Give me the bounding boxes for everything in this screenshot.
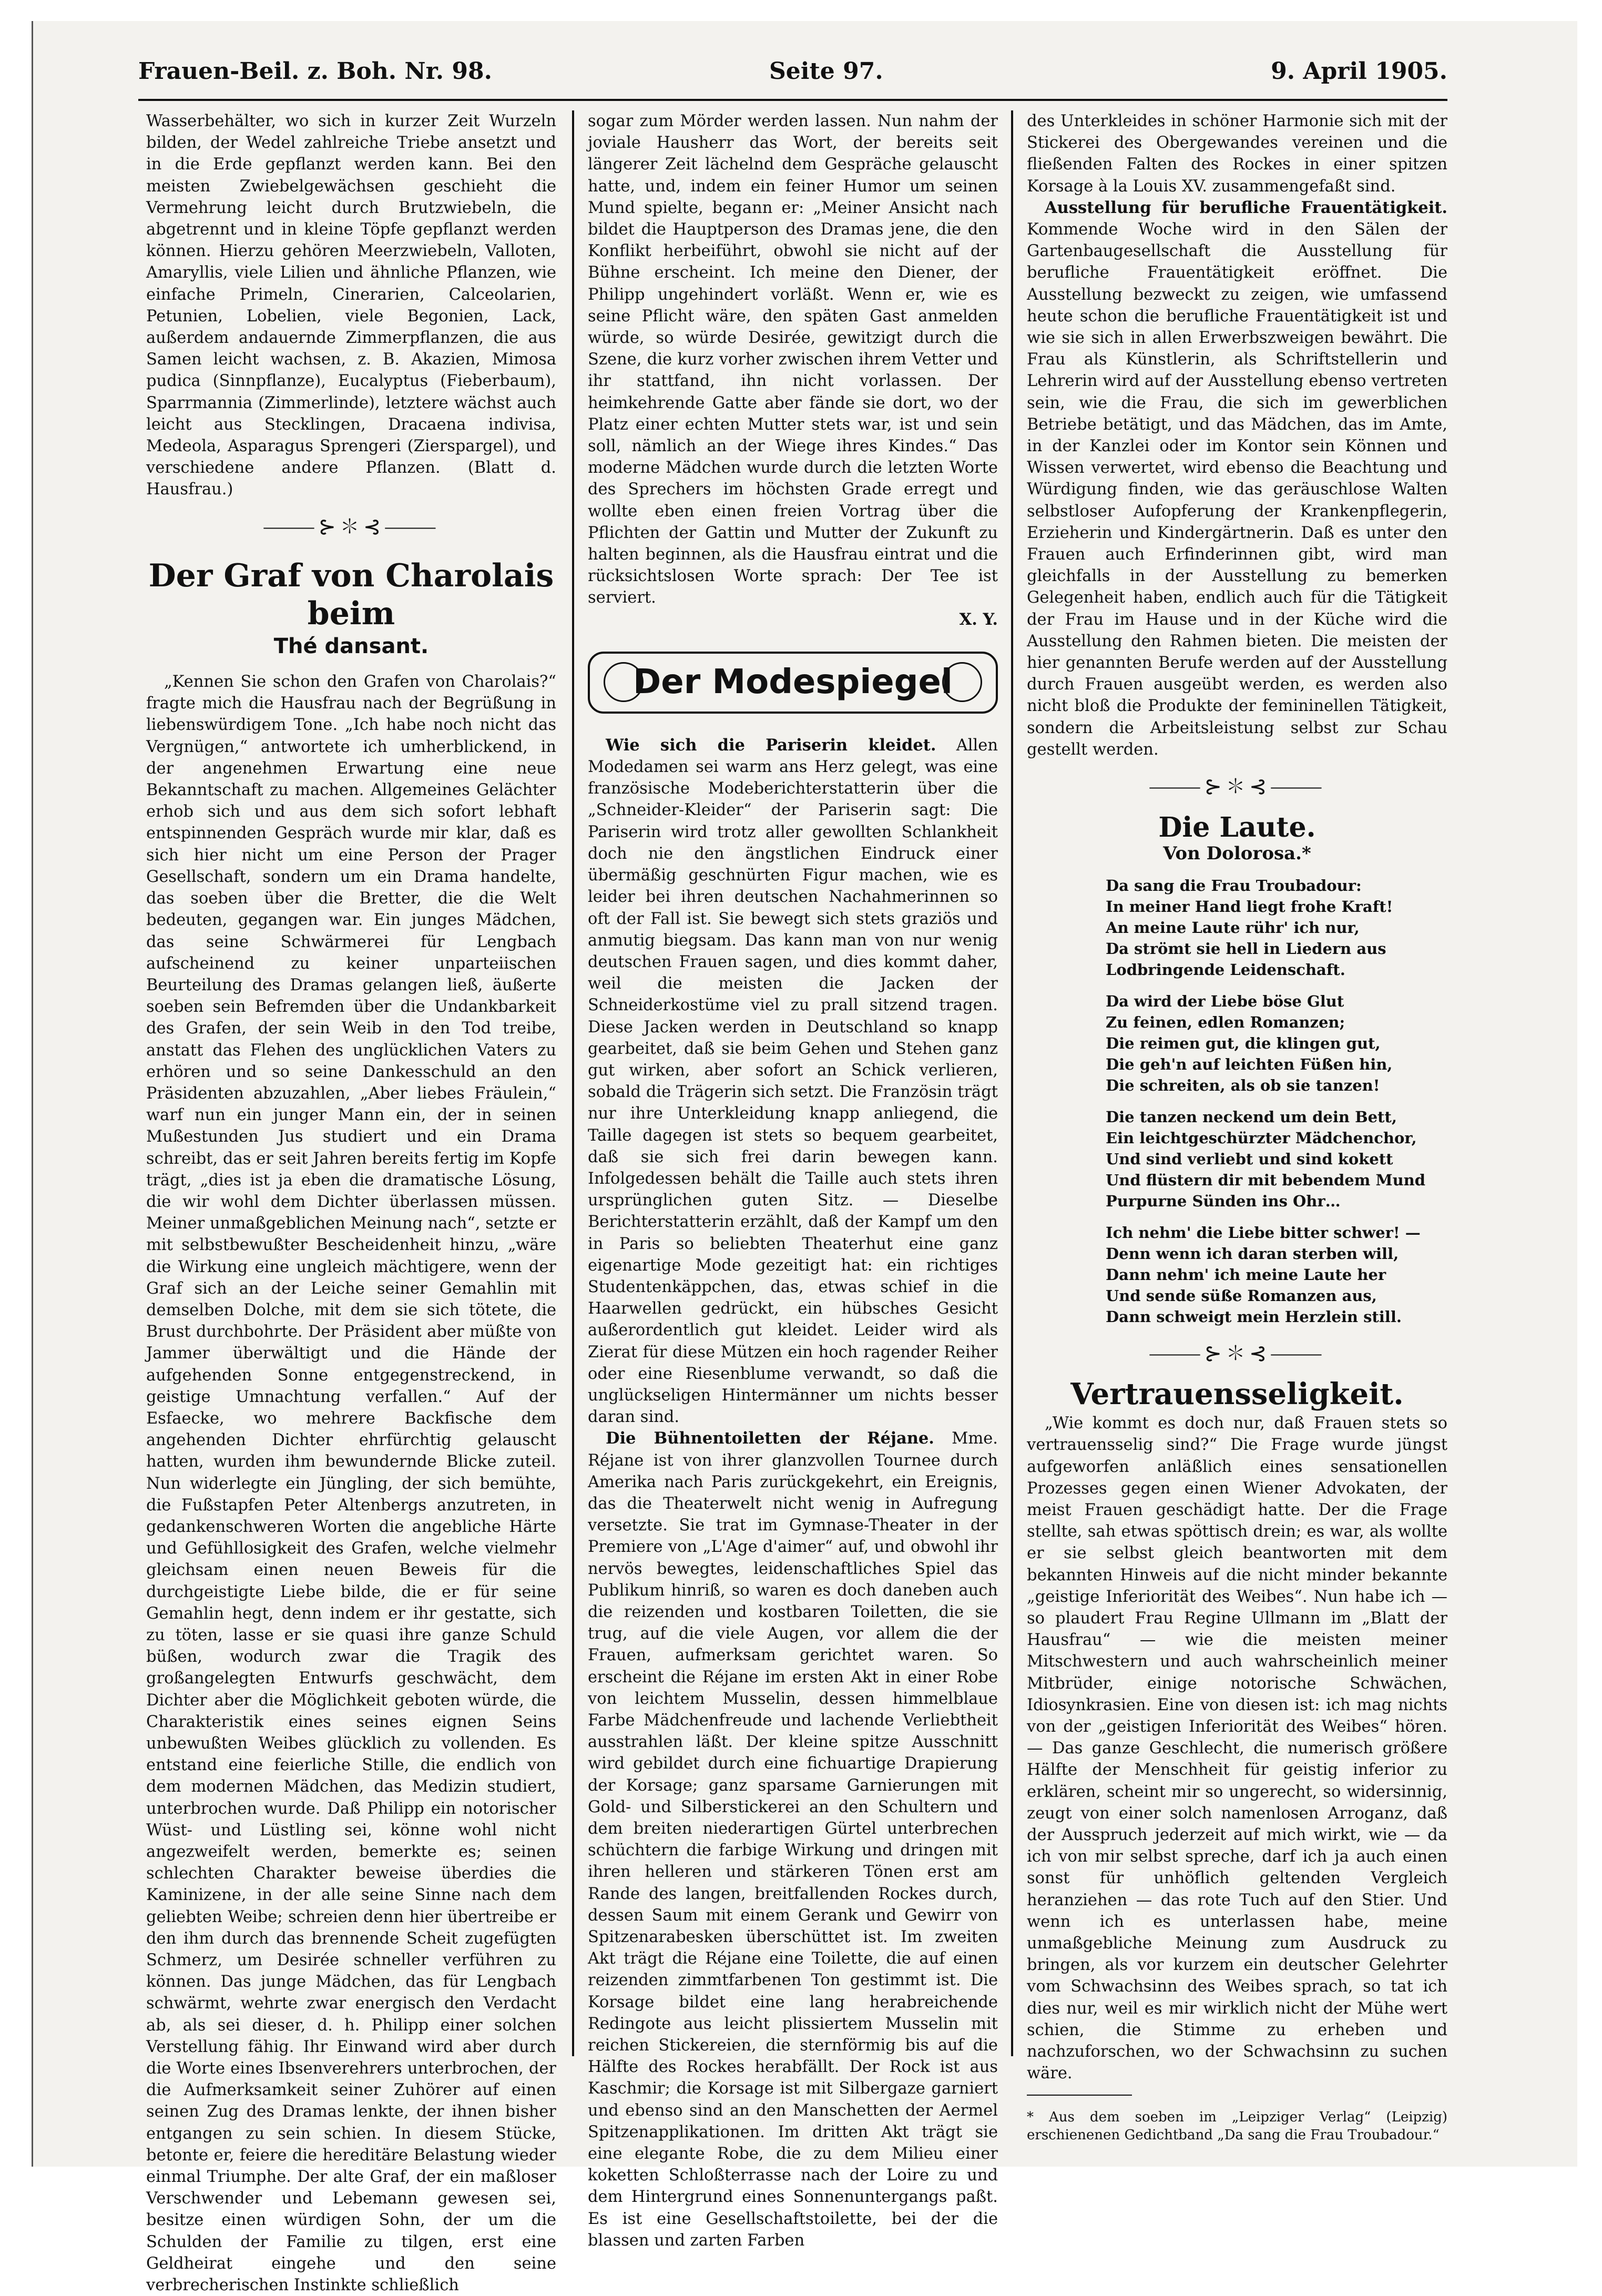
footnote-rule <box>1027 2095 1132 2096</box>
ornament-divider: ⸻⊱✽⊰⸻ <box>262 514 440 539</box>
poem-line: Da strömt sie hell in Liedern aus <box>1106 939 1386 958</box>
poem-line: Purpurne Sünden ins Ohr… <box>1106 1192 1341 1210</box>
column-2 <box>588 110 998 2250</box>
poem-line: Und flüstern dir mit bebendem Mund <box>1106 1171 1426 1189</box>
exhibition-heading: Ausstellung für berufliche Frauentätigkeit. <box>1045 198 1447 217</box>
section-header-modespiegel <box>588 652 998 714</box>
poem-line: Lodbringende Leidenschaft. <box>1106 960 1345 979</box>
ornament-divider: ⸻⊱✽⊰⸻ <box>1148 775 1326 799</box>
exhibition-text: Kommende Woche wird in den Sälen der Gartenbaugesellschaft die Ausstellung für berufliche Frauentätigkeit eröffnet. Die Ausstellung bezweckt zu zeigen, wie umfassend heute schon die berufliche Frauentätigkeit ist und wie sie sich in allen Erwerbszweigen bewährt. Die Frau als Künstlerin, als Schriftstellerin und Lehrerin wird auf der Ausstellung ebenso vertreten sein, wie die Frau, die sich im gewerblichen Betriebe betätigt, und das Mädchen, das im Amte, in der Kanzlei oder im Kontor sein Können und Wissen verwertet, wird ebenso die Beachtung und Würdigung finden, wie das geräuschlose Walten selbstloser Aufopferung der Krankenpflegerin, Erzieherin und Kindergärtnerin. Daß es unter den Frauen auch Erfinderinnen gibt, wird man gleichfalls in der Ausstellung zu bemerken Gelegenheit haben, endlich auch für die Tätigkeit der Frau im Hause und in der Küche wird die Ausstellung den Rahmen bieten. Die meisten der hier genannten Berufe werden auf der Ausstellung durch Frauen ausgeübt werden, es werden also nicht bloß die Produkte der femininellen Tätigkeit, sondern die Arbeitsleistung selbst zur Schau gestellt werden. <box>1027 220 1447 759</box>
poem-line: Die schreiten, als ob sie tanzen! <box>1106 1076 1380 1094</box>
rejane-paragraph <box>588 1428 998 2251</box>
flower-ornament-icon <box>604 662 644 702</box>
paris-fashion-paragraph <box>588 735 998 1428</box>
charolais-body: „Kennen Sie schon den Grafen von Charolais?“ fragte mich die Hausfrau nach der Begrüßung in liebenswürdigem Tone. „Ich habe noch nicht das Vergnügen,“ antwortete ich umherblickend, in der angenehmen Erwartung eine neue Bekanntschaft zu machen. Allgemeines Gelächter erhob sich und aus dem sich sofort lebhaft entspinnenden Gespräch wurde mir klar, daß es sich hier nicht um eine Person der Prager Gesellschaft, sondern um ein Drama handelte, das soeben über die Bretter, die die Welt bedeuten, gegangen war. Ein junges Mädchen, das seine Schwärmerei für Lengbach aufscheinend zu keiner unparteiischen Beurteilung des Dramas gelangen ließ, äußerte soeben sein Befremden über die Undankbarkeit des Grafen, der sein Weib in den Tod treibe, anstatt das Flehen des unglücklichen Vaters zu erhören und so seine Dankesschuld an den Präsidenten abzuzahlen, „Aber liebes Fräulein,“ warf nun ein junger Mann ein, der in seinen Mußestunden Jus studiert und ein Drama schreibt, das er seit Jahren bereits fertig im Kopfe trägt, „dies ist ja eben die dramatische Lösung, die wir wohl dem Dichter überlassen müssen. Meiner unmaßgeblichen Meinung nach“, setzte er mit selbstbewußter Bescheidenheit hinzu, „wäre die Wirkung eine ungleich mächtigere, wenn der Graf sich an der Leiche seiner Gemahlin mit demselben Dolche, mit dem sie sich tötete, die Brust durchbohrte. Der Präsident aber müßte von Jammer überwältigt und die Hände der aufgehenden Sonne entgegenstreckend, in geistige Umnachtung verfallen.“ Auf der Esfaecke, wo mehrere Backfische dem angehenden Dichter ehrfürchtig gelauscht hatten, wurden ihm bewundernde Blicke zuteil. Nun widerlegte ein Jüngling, der sich bemühte, die Fußstapfen Peter Altenbergs anzutreten, in gedankenschweren Worten die angebliche Härte und Gefühllosigkeit des Grafen, welche vielmehr gleichsam einen neuen Beweis für die durchgeistigte Liebe bilde, die er für seine Gemahlin hegt, denn indem er ihr gestatte, sich zu töten, lasse er sie quasi ihre ganze Schuld büßen, wodurch zwar die Tragik des großangelegten Entwurfs geschwächt, dem Dichter aber die Möglichkeit geboten würde, die Charakteristik eines seines eignen Seins unbewußten Weibes glücklich zu vollenden. Es entstand eine feierliche Stille, die endlich von dem modernen Mädchen, das Medizin studiert, unterbrochen wurde. Daß Philipp ein notorischer Wüst- und Lüstling sei, könne wohl nicht angezweifelt werden, bemerkte es; seinen schlechten Charakter beweise überdies die Kaminizene, in der alle seine Sinne nach dem geliebten Weibe; schreien denn hier übertreibe er den ihm durch das brennende Scheit zugefügten Schmerz, um Desirée schneller verführen zu können. Das junge Mädchen, das für Lengbach schwärmt, wehrte zwar energisch den Verdacht ab, als sei dieser, d. h. Philipp einer solchen Verstellung fähig. Ihr Einwand wird aber durch die Worte eines Ibsenverehrers unterbrochen, der die Aufmerksamkeit seiner Zuhörer auf einen seinen Zug des Dramas lenkte, der ihnen bisher entgangen zu sein schien. In diesem Stücke, betonte er, feiere die hereditäre Belastung wieder einmal Triumphe. Der alte Graf, der ein maßloser Verschwender und Lebemann gewesen sei, besitze einen würdigen Sohn, der um die Schulden der Familie zu tilgen, erst eine Geldheirat eingehe und den seine verbrecherischen Instinkte schließlich <box>146 673 556 2295</box>
poem-line: Und sende süße Romanzen aus, <box>1106 1286 1377 1305</box>
column-rule-2 <box>1011 110 1013 2056</box>
poem-line: Ein leichtgeschürzter Mädchenchor, <box>1106 1129 1417 1147</box>
rejane-heading: Die Bühnentoiletten der Réjane. <box>606 1429 934 1448</box>
charolais-body-continued: sogar zum Mörder werden lassen. Nun nahm der joviale Hausherr das Wort, der bereits seit längerer Zeit lächelnd dem Gespräche gelauscht hatte, und, indem ein feiner Humor um seinen Mund spielte, begann er: „Meiner Ansicht nach bildet die Hauptperson des Dramas jene, die den Konflikt herbeiführt, obwohl sie nicht auf der Bühne erscheint. Ich meine den Diener, der Philipp ungehindert vorläßt. Wenn er, wie es seine Pflicht wäre, den späten Gast anmelden würde, so würde Desirée, gewitzigt durch die Szene, die kurz vorher zwischen ihrem Vetter und ihr stattfand, ihn nicht vorlassen. Der heimkehrende Gatte aber fände sie dort, wo der Platz einer echten Mutter stets war, ist und sein soll, nämlich an der Wiege ihres Kindes.“ Das moderne Mädchen wurde durch die letzten Worte des Sprechers im höchsten Grade erregt und wollte eben einen freien Vortrag über die Pflichten der Gattin und Mutter der Zukunft zu halten beginnen, als die Hausfrau eintrat und die rücksichtslosen Worte sprach: Der Tee ist serviert. <box>588 112 998 607</box>
footnote: * Aus dem soeben im „Leipziger Verlag“ (Leipzig) erschienenen Gedichtband „Da sang die Frau Troubadour.“ <box>1027 2109 1447 2143</box>
flower-ornament-icon <box>942 662 982 702</box>
poem-line: Die tanzen neckend um dein Bett, <box>1106 1108 1397 1126</box>
poem-stanza <box>1027 991 1447 1096</box>
poem-line: Ich nehm' die Liebe bitter schwer! — <box>1106 1223 1421 1242</box>
poem-line: Und sind verliebt und sind kokett <box>1106 1150 1393 1168</box>
ornament-divider: ⸻⊱✽⊰⸻ <box>1148 1341 1326 1366</box>
poem-title: Die Laute. <box>1158 811 1316 844</box>
poem-line: An meine Laute rühr' ich nur, <box>1106 918 1360 937</box>
poem-author: Von Dolorosa.* <box>1163 842 1311 864</box>
poem-body <box>1027 875 1447 1327</box>
article-title-charolais: Der Graf von Charolais beim <box>148 557 554 632</box>
article-signature: X. Y. <box>959 609 998 629</box>
garden-article-end: Wasserbehälter, wo sich in kurzer Zeit Wurzeln bilden, der Wedel zahlreiche Triebe ansetzt und in die Erde gepflanzt werden kann. Bei den meisten Zwiebelgewächsen geschieht die Vermehrung leicht durch Brutzwiebeln, die abgetrennt und in kleine Töpfe gepflanzt werden können. Hierzu gehören Meerzwiebeln, Valloten, Amaryllis, viele Lilien und ähnliche Pflanzen, wie einfache Primeln, Cinerarien, Calceolarien, Petunien, Lobelien, viele Begonien, Lack, außerdem andauernde Zimmerpflanzen, die aus Samen leicht wachsen, z. B. Akazien, Mimosa pudica (Sinnpflanze), Eucalyptus (Fieberbaum), Sparrmannia (Zimmerlinde), letztere wächst auch leicht aus Stecklingen, Dracaena indivisa, Medeola, Asparagus Sprengeri (Zierspargel), und verschiedene andere Pflanzen. (Blatt d. Hausfrau.) <box>146 112 556 499</box>
column-1 <box>146 110 556 2295</box>
poem-line: In meiner Hand liegt frohe Kraft! <box>1106 897 1393 916</box>
article-subtitle-the-dansant: Thé dansant. <box>273 634 429 658</box>
poem-line: Dann nehm' ich meine Laute her <box>1106 1265 1386 1284</box>
poem-line: Denn wenn ich daran sterben will, <box>1106 1244 1399 1263</box>
poem-line: Da sang die Frau Troubadour: <box>1106 876 1362 895</box>
header-rule <box>138 99 1447 101</box>
header-date: 9. April 1905. <box>1271 58 1447 85</box>
article-title-vertrauensseligkeit: Vertrauensseligkeit. <box>1070 1376 1404 1411</box>
rejane-text: Mme. Réjane ist von ihrer glanzvollen Tournee durch Amerika nach Paris zurückgekehrt, ein Ereignis, das die Theaterwelt nicht wenig in Aufregung versetzte. Sie trat im Gymnase-Theater in der Premiere von „L'Age d'aimer“ auf, und obwohl ihr nervös bewegtes, leidenschaftliches Spiel das Publikum hinriß, so waren es doch daneben auch die reizenden und kostbaren Toiletten, die sie trug, auf die viele Augen, vor allem die der Frauen, aufmerksam gerichtet waren. So erscheint die Réjane im ersten Akt in einer Robe von leichtem Musselin, dessen himmelblaue Farbe Mädchenfreude und lachende Verliebtheit ausstrahlen läßt. Der kleine spitze Ausschnitt wird gebildet durch eine fichuartige Drapierung der Korsage; ganz sparsame Garnierungen mit Gold- und Silberstickerei an den Schultern und dem breiten niederartigen Gürtel unterbrechen schüchtern die farbige Wirkung und dringen mit ihren helleren und stärkeren Tönen erst am Rande des langen, breitfallenden Rockes durch, dessen Saum mit einem Gerank und Gewirr von Spitzenarabesken überschüttet ist. Im zweiten Akt trägt die Réjane eine Toilette, die auf einen reizenden zimmtfarbenen Ton gestimmt ist. Die Korsage bildet eine lang herabreichende Redingote aus leicht plissiertem Musselin mit reichen Stickereien, die sternförmig bis auf die Hälfte des Rockes herabfällt. Der Rock ist aus Kaschmir; die Korsage ist mit Silbergaze garniert und ebenso sind an den Manschetten der Aermel Spitzenapplikationen. Im dritten Akt trägt sie eine elegante Robe, die zu dem Milieu einer koketten Schloßterrasse nach der Loire zu und dem Hintergrund eines Sonnenuntergangs paßt. Es ist eine Gesellschaftstoilette, bei der die blassen und zarten Farben <box>588 1429 998 2250</box>
poem-line: Dann schweigt mein Herzlein still. <box>1106 1307 1402 1326</box>
header-page-number: Seite 97. <box>769 58 883 85</box>
poem-stanza <box>1027 1222 1447 1327</box>
exhibition-paragraph <box>1027 197 1447 760</box>
poem-stanza <box>1027 875 1447 980</box>
page-header <box>138 58 1447 95</box>
header-publication: Frauen-Beil. z. Boh. Nr. 98. <box>138 58 492 85</box>
section-title: Der Modespiegel <box>633 663 953 702</box>
column-rule-1 <box>572 110 574 2056</box>
column-3 <box>1027 110 1447 2143</box>
poem-line: Da wird der Liebe böse Glut <box>1106 992 1344 1010</box>
vertrauensseligkeit-body: „Wie kommt es doch nur, daß Frauen stets so vertrauensselig sind?“ Die Frage wurde jüngst aufgeworfen anläßlich eines sensationellen Prozesses gegen einen Wiener Advokaten, der meist Frauen geschädigt hatte. Der die Frage stellte, sah etwas spöttisch drein; es war, als wollte er sie selbst gleich beantworten mit dem bekannten Hinweis auf die nicht minder bekannte „geistige Inferiorität des Weibes“. Nun habe ich — so plaudert Frau Regine Ullmann im „Blatt der Hausfrau“ — wie die meisten meiner Mitschwestern und auch wahrscheinlich meiner Mitbrüder, einige notorische Schwächen, Idiosynkrasien. Eine von diesen ist: ich mag nichts von der „geistigen Inferiorität des Weibes“ hören. — Das ganze Geschlecht, die numerisch größere Hälfte der Menschheit für geistig inferior zu erklären, scheint mir so ungerecht, so widersinnig, zeugt von einer solch namenlosen Arroganz, daß der Ausspruch jederzeit auf mich wirkt, wie — da ich von mir selbst spreche, darf ich ja auch einen sonst für unhöflich geltenden Vergleich heranziehen — das rote Tuch auf den Stier. Und wenn ich es unterlassen habe, meine unmaßgebliche Meinung zum Ausdruck zu bringen, als vor kurzem ein deutscher Gelehrter vom Schwachsinn des Weibes sprach, so tat ich dies nur, weil es mir wirklich nicht der Mühe wert schien, die Stimme zu erheben und nachzuforschen, wo der Schwachsinn zu suchen wäre. <box>1027 1414 1447 2083</box>
poem-line: Die reimen gut, die klingen gut, <box>1106 1034 1381 1052</box>
paris-fashion-text: Allen Modedamen sei warm ans Herz gelegt, was eine französische Modeberichterstatterin über die „Schneider-Kleider“ der Pariserin sagt: Die Pariserin wird trotz aller gewollten Schlankheit doch nie den ängstlichen Eindruck einer übermäßig geschnürten Figur machen, wie es leider bei ihren deutschen Nachahmerinnen so oft der Fall ist. Sie bewegt sich stets graziös und anmutig biegsam. Das kann man von nur wenig deutschen Frauen sagen, und dies kommt daher, weil die meisten die Jacken der Schneiderkostüme viel zu prall sitzend tragen. Diese Jacken werden in Deutschland so knapp gearbeitet, daß sie beim Gehen und Stehen ganz gut wirken, aber sofort an Schick verlieren, sobald die Trägerin sich setzt. Die Französin trägt nur ihre Unterkleidung knapp anliegend, die Taille dagegen ist stets so bequem gearbeitet, daß sie sich frei darin bewegen kann. Infolgedessen behält die Taille auch stets ihren ursprünglichen guten Sitz. — Dieselbe Berichterstatterin erzählt, daß der Kampf um den in Paris so beliebten Theaterhut eine ganz eigenartige Mode gezeitigt hat: ein richtiges Studentenkäppchen, das, etwas schief in die Haarwellen gedrückt, ein hübsches Gesicht außerordentlich gut kleidet. Leider wird als Zierat für diese Mützen ein hoch ragender Reiher oder eine Riesenblume verwandt, so daß die unglückseligen Hintermänner um nichts besser daran sind. <box>588 736 998 1427</box>
poem-line: Die geh'n auf leichten Füßen hin, <box>1106 1055 1393 1073</box>
paris-fashion-heading: Wie sich die Pariserin kleidet. <box>606 735 936 755</box>
poem-line: Zu feinen, edlen Romanzen; <box>1106 1013 1345 1031</box>
newspaper-page <box>32 21 1577 2295</box>
poem-stanza <box>1027 1106 1447 1212</box>
rejane-continued: des Unterkleides in schöner Harmonie sich mit der Stickerei des Obergewandes vereinen und die fließenden Falten des Rockes in einer spitzen Korsage à la Louis XV. zusammengefaßt sind. <box>1027 112 1447 196</box>
